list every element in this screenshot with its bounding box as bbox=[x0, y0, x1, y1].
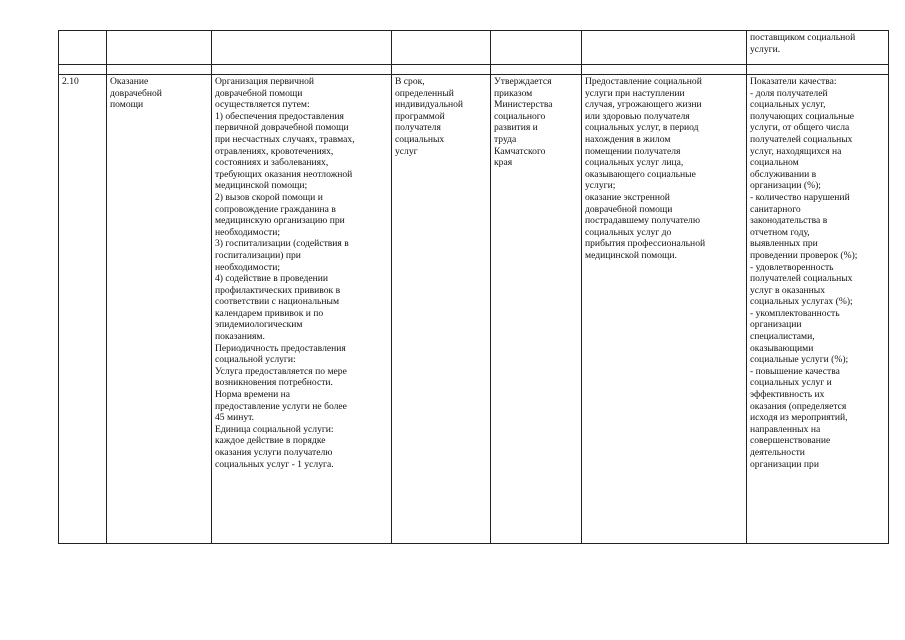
text-line: социальном bbox=[750, 157, 799, 169]
text-line: края bbox=[494, 157, 513, 169]
text-line: 45 минут. bbox=[215, 412, 254, 424]
text-line: возникновения потребности. bbox=[215, 377, 333, 389]
text-line: развития и bbox=[494, 122, 538, 134]
text-line: получателей социальных bbox=[750, 133, 853, 145]
cell-name bbox=[107, 75, 212, 544]
text-line: организации при bbox=[750, 458, 819, 470]
text-line: медицинскую организацию при bbox=[215, 215, 345, 227]
text-line: показаниям. bbox=[215, 331, 265, 343]
text-line: Оказание bbox=[110, 76, 149, 87]
text-line: эпидемиологическим bbox=[215, 319, 303, 331]
text-line: - количество нарушений bbox=[750, 191, 850, 203]
text-line: Предоставление социальной bbox=[585, 76, 702, 87]
text-line: нахождения в жилом bbox=[585, 133, 671, 145]
text-line: социальных услуг до bbox=[585, 226, 672, 238]
text-line: социального bbox=[494, 110, 546, 122]
text-line: программой bbox=[395, 110, 445, 122]
text-line: 4) содействие в проведении bbox=[215, 273, 329, 285]
text-line: В срок, bbox=[395, 76, 425, 87]
text-line: 3) госпитализации (содействия в bbox=[215, 238, 349, 250]
text-line: случая, угрожающего жизни bbox=[585, 99, 702, 111]
text-line: организации (%); bbox=[750, 180, 821, 192]
text-line: соответствии с национальным bbox=[215, 296, 340, 308]
text-line: услуги, от общего числа bbox=[750, 122, 850, 134]
cell-conditions bbox=[582, 75, 747, 544]
text-line: отчетном году, bbox=[750, 226, 810, 238]
text-line: получающих социальные bbox=[750, 110, 855, 122]
text-line: оказания услуги получателю bbox=[215, 447, 333, 458]
text-line: первичной доврачебной помощи bbox=[215, 122, 349, 134]
text-line: доврачебной bbox=[110, 87, 162, 99]
prev-cell-deadline bbox=[392, 31, 491, 65]
text-line: - повышение качества bbox=[750, 365, 840, 377]
text-line: специалистами, bbox=[750, 331, 815, 343]
cell-quality bbox=[747, 75, 889, 544]
text-line: Норма времени на bbox=[215, 389, 291, 401]
prev-cell-tariff bbox=[491, 31, 582, 65]
text-line: - удовлетворенность bbox=[750, 261, 834, 273]
text-line: медицинской помощи. bbox=[585, 249, 677, 261]
text-line: эффективность их bbox=[750, 389, 825, 401]
cell-content bbox=[212, 75, 392, 544]
text-line: Периодичность предоставления bbox=[215, 342, 346, 354]
text-line: Камчатского bbox=[494, 145, 546, 157]
text-line: поставщиком социальной bbox=[750, 32, 856, 43]
text-line: получателя bbox=[395, 122, 441, 134]
cell-deadline bbox=[392, 75, 491, 544]
cell-number bbox=[59, 75, 107, 544]
text-line: Министерства bbox=[494, 99, 553, 111]
text-line: организации bbox=[750, 319, 802, 331]
text-line: - укомплектованность bbox=[750, 307, 840, 319]
text-line: услуг, находящихся на bbox=[750, 145, 842, 157]
text-line: социальных услуг и bbox=[750, 377, 832, 389]
text-line: услуги при наступлении bbox=[585, 87, 685, 99]
text-line: социальных услуг - 1 услуга. bbox=[215, 458, 334, 470]
text-line: помощи bbox=[110, 99, 144, 111]
text-line: 2) вызов скорой помощи и bbox=[215, 191, 323, 203]
text-line: 1) обеспечения предоставления bbox=[215, 110, 344, 122]
text-line: доврачебной помощи bbox=[215, 87, 303, 99]
text-line: социальных услугах (%); bbox=[750, 296, 853, 308]
text-line: индивидуальной bbox=[395, 99, 464, 111]
services-table bbox=[58, 30, 889, 544]
text-line: при несчастных случаях, травмах, bbox=[215, 133, 355, 145]
text-line: каждое действие в порядке bbox=[215, 435, 326, 447]
text-line: социальных bbox=[395, 133, 445, 145]
text-line: Услуга предоставляется по мере bbox=[215, 365, 347, 377]
text-line: предоставление услуги не более bbox=[215, 400, 347, 412]
text-line: оказывающего социальные bbox=[585, 168, 696, 180]
prev-cell-conditions bbox=[582, 31, 747, 65]
text-line: труда bbox=[494, 133, 517, 145]
text-line: или здоровью получателя bbox=[585, 110, 690, 122]
text-line: медицинской помощи; bbox=[215, 180, 308, 192]
text-line: осуществляется путем: bbox=[215, 99, 310, 111]
text-line: оказывающими bbox=[750, 342, 814, 354]
text-line: оказания (определяется bbox=[750, 400, 847, 412]
previous-row-continuation bbox=[59, 31, 889, 65]
text-line: необходимости; bbox=[215, 226, 281, 238]
text-line: приказом bbox=[494, 87, 533, 99]
text-line: определенный bbox=[395, 87, 454, 99]
text-line: пострадавшему получателю bbox=[585, 215, 701, 227]
text-line: санитарного bbox=[750, 203, 801, 215]
text-line: услуги; bbox=[585, 180, 616, 192]
row-spacer bbox=[59, 65, 889, 75]
prev-cell-number bbox=[59, 31, 107, 65]
text-line: отравлениях, кровотечениях, bbox=[215, 145, 334, 157]
text-line: получателей социальных bbox=[750, 273, 853, 285]
text-line: требующих оказания неотложной bbox=[215, 168, 353, 180]
text-line: социальных услуг, в период bbox=[585, 122, 699, 134]
table-row bbox=[59, 75, 889, 544]
text-line: социальных услуг, bbox=[750, 99, 826, 111]
text-line: Утверждается bbox=[494, 76, 552, 87]
text-line: совершенствование bbox=[750, 435, 831, 447]
text-line: услуг bbox=[395, 145, 418, 157]
text-line: проведении проверок (%); bbox=[750, 249, 858, 261]
text-line: направленных на bbox=[750, 423, 821, 435]
text-line: оказание экстренной bbox=[585, 191, 670, 203]
text-line: выявленных при bbox=[750, 238, 818, 250]
text-line: Единица социальной услуги: bbox=[215, 423, 334, 435]
text-line: доврачебной помощи bbox=[585, 203, 673, 215]
text-line: обслуживании в bbox=[750, 168, 817, 180]
text-line: помещении получателя bbox=[585, 145, 681, 157]
text-line: социальных услуг лица, bbox=[585, 157, 684, 169]
text-line: Организация первичной bbox=[215, 76, 315, 87]
text-line: услуг в оказанных bbox=[750, 284, 826, 296]
text-line: госпитализации) при bbox=[215, 249, 301, 261]
text-line: необходимости; bbox=[215, 261, 281, 273]
text-line: исходя из мероприятий, bbox=[750, 412, 848, 424]
text-line: сопровождение гражданина в bbox=[215, 203, 336, 215]
text-line: законодательства в bbox=[750, 215, 828, 227]
text-line: профилактических прививок в bbox=[215, 284, 341, 296]
prev-cell-name bbox=[107, 31, 212, 65]
text-line: календарем прививок и по bbox=[215, 307, 324, 319]
prev-cell-quality bbox=[747, 31, 889, 65]
text-line: социальные услуги (%); bbox=[750, 354, 849, 366]
text-line: состояниях и заболеваниях, bbox=[215, 157, 329, 169]
cell-tariff bbox=[491, 75, 582, 544]
text-line: услуги. bbox=[750, 43, 781, 55]
text-line: социальной услуги: bbox=[215, 354, 296, 366]
row-number: 2.10 bbox=[62, 76, 79, 87]
text-line: деятельности bbox=[750, 447, 805, 458]
text-line: Показатели качества: bbox=[750, 76, 837, 87]
prev-cell-content bbox=[212, 31, 392, 65]
text-line: - доля получателей bbox=[750, 87, 828, 99]
text-line: прибытия профессиональной bbox=[585, 238, 706, 250]
